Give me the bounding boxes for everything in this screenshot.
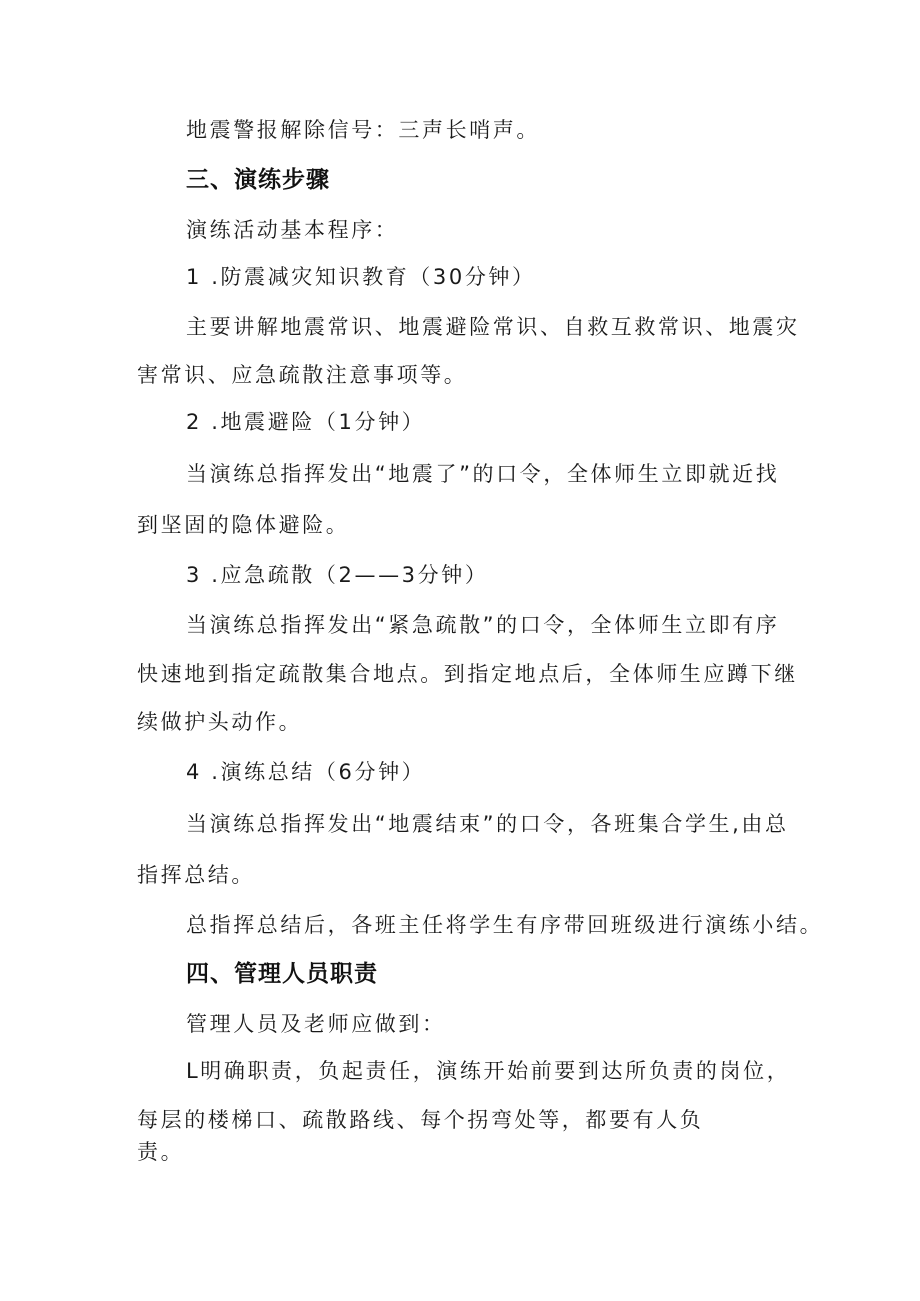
step-2-title: 2 .地震避险（1分钟） xyxy=(186,410,426,434)
step-4-body-line-1: 当演练总指挥发出“地震结束”的口令，各班集合学生,由总 xyxy=(186,812,789,836)
step-1-title: 1 .防震减灾知识教育（30分钟） xyxy=(186,265,536,289)
step-1-body-line-1: 主要讲解地震常识、地震避险常识、自救互救常识、地震灾 xyxy=(186,315,800,339)
duty-1-line-3: 责。 xyxy=(137,1140,185,1164)
step-3-body-line-3: 续做护头动作。 xyxy=(137,710,303,734)
step-3-body-line-1: 当演练总指挥发出“紧急疏散”的口令，全体师生立即有序 xyxy=(186,613,780,637)
duty-1-line-2: 每层的楼梯口、疏散路线、每个拐弯处等，都要有人负 xyxy=(137,1108,704,1132)
paragraph-alarm-clear: 地震警报解除信号：三声长哨声。 xyxy=(186,118,540,142)
step-1-body-line-2: 害常识、应急疏散注意事项等。 xyxy=(137,363,468,387)
step-3-body-line-2: 快速地到指定疏散集合地点。到指定地点后，全体师生应蹲下继 xyxy=(137,662,798,686)
paragraph-basic-procedure: 演练活动基本程序： xyxy=(186,218,399,242)
step-3-title: 3 .应急疏散（2——3分钟） xyxy=(186,563,489,587)
paragraph-managers-should: 管理人员及老师应做到： xyxy=(186,1012,446,1036)
duty-1-line-1: L明确职责，负起责任，演练开始前要到达所负责的岗位， xyxy=(186,1059,791,1083)
step-2-body-line-1: 当演练总指挥发出“地震了”的口令，全体师生立即就近找 xyxy=(186,462,780,486)
paragraph-summary: 总指挥总结后，各班主任将学生有序带回班级进行演练小结。 xyxy=(186,913,824,937)
step-4-body-line-2: 指挥总结。 xyxy=(137,863,255,887)
section-heading-manager-duties: 四、管理人员职责 xyxy=(186,961,378,987)
step-2-body-line-2: 到坚固的隐体避险。 xyxy=(137,513,350,537)
step-4-title: 4 .演练总结（6分钟） xyxy=(186,760,426,784)
section-heading-drill-steps: 三、演练步骤 xyxy=(186,167,330,193)
